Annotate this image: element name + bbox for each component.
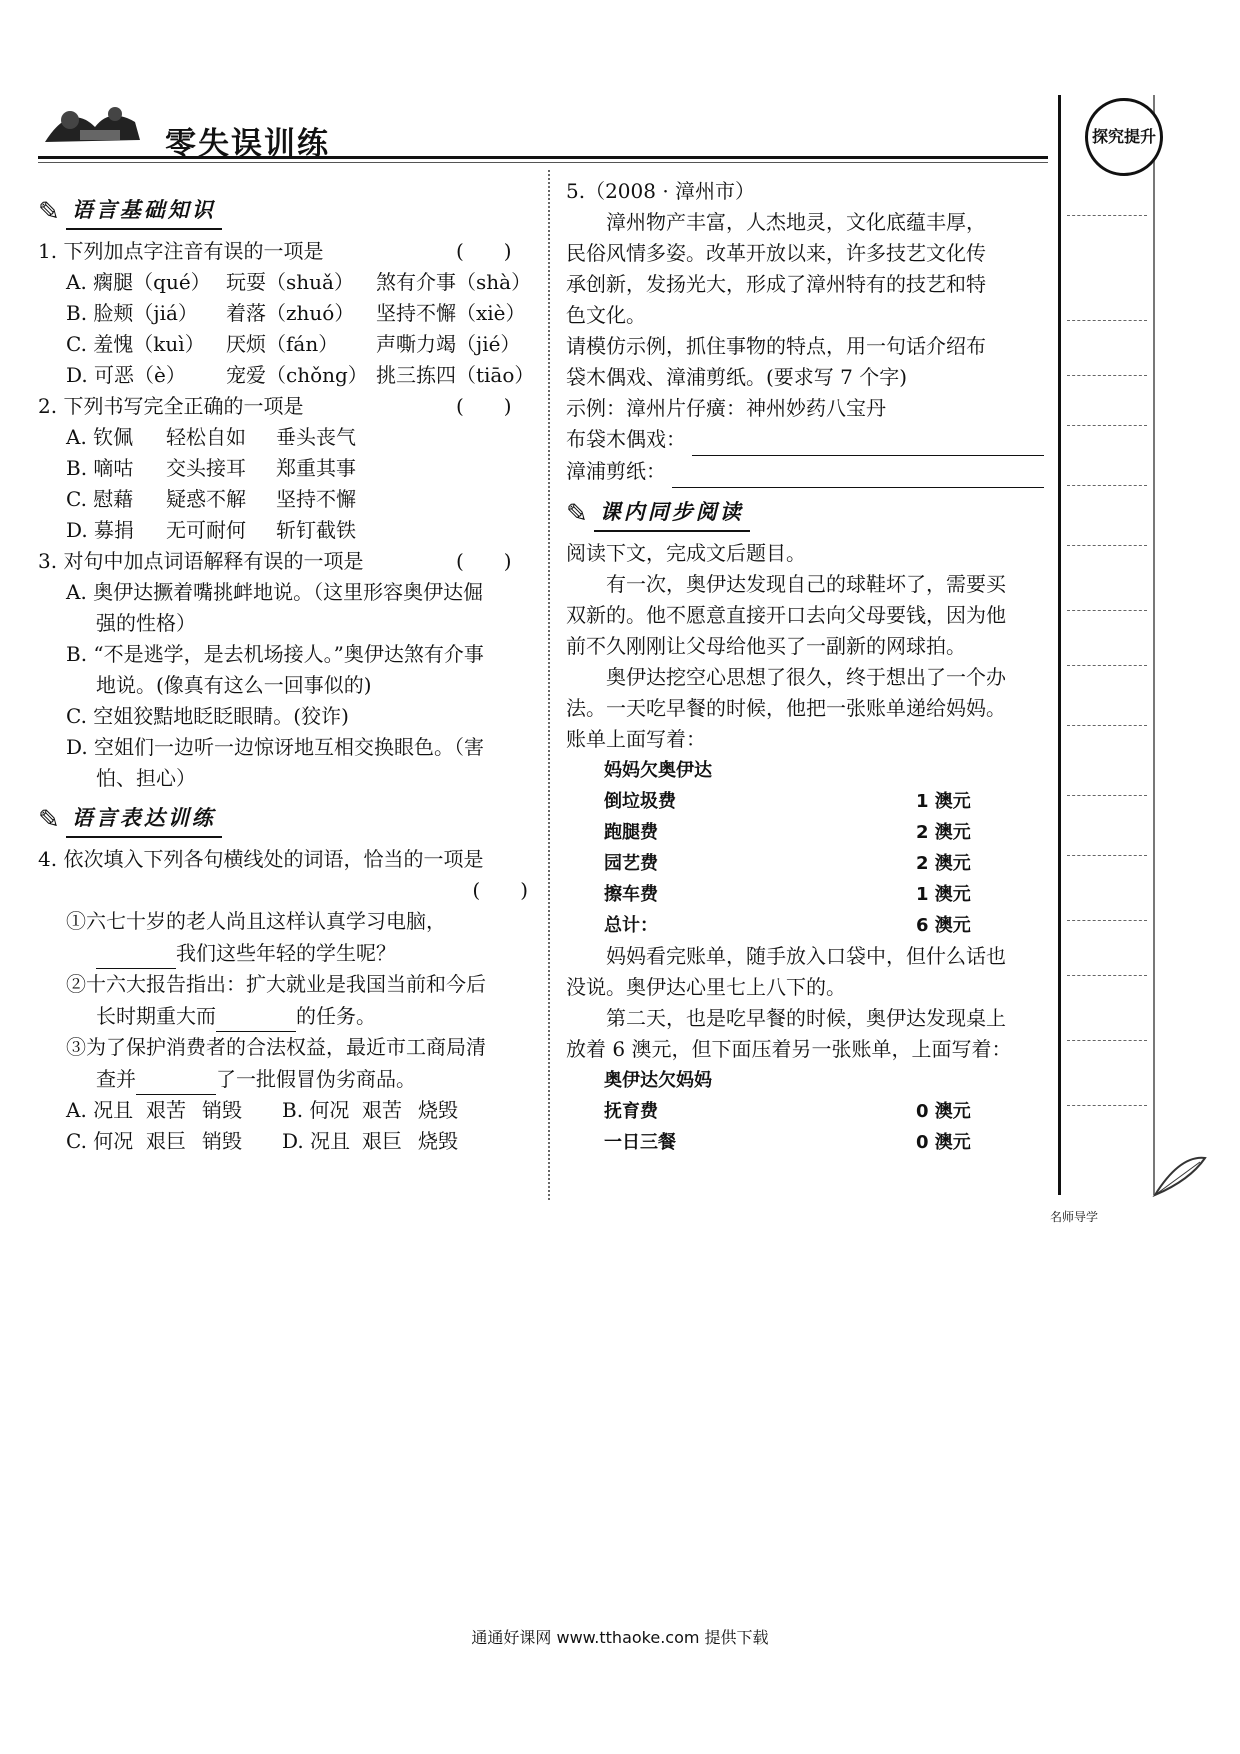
section-heading (38, 190, 528, 234)
header-rule-thin (38, 162, 1048, 163)
column-divider (548, 170, 550, 1200)
bill-row: 园艺费 2 澳元 (604, 853, 971, 874)
note-line (1067, 375, 1147, 376)
reading-paragraph: 妈妈看完账单，随手放入口袋中，但什么话也 (606, 944, 1006, 968)
option-c: C. 慰藉 疑惑不解 坚持不懈 (66, 487, 356, 511)
right-column (566, 176, 1044, 1158)
bill-title: 妈妈欠奥伊达 (604, 760, 712, 781)
fill-blank[interactable] (96, 937, 176, 969)
option-b: B. 嘀咕 交头接耳 郑重其事 (66, 456, 356, 480)
sentence-3-cont: 查并 了一批假冒伪劣商品。 (38, 1063, 528, 1095)
note-line (1067, 610, 1147, 611)
pencil-icon: ✎ (566, 498, 588, 529)
note-line (1067, 795, 1147, 796)
reading-paragraph: 没说。奥伊达心里七上八下的。 (566, 975, 846, 999)
question-3 (38, 546, 528, 577)
footer-download-text: 通通好课网 www.tthaoke.com 提供下载 (471, 1628, 769, 1647)
reading-paragraph: 奥伊达挖空心思想了很久，终于想出了一个办 (606, 665, 1006, 689)
option-a-cont: 强的性格） (96, 611, 196, 635)
question-1 (38, 236, 528, 267)
answer-blank[interactable] (692, 424, 1044, 456)
question-stem: 1. 下列加点字注音有误的一项是 (38, 239, 324, 263)
section-label: 语言表达训练 (66, 803, 222, 838)
option-b-cont: 地说。(像真有这么一回事似的) (96, 673, 372, 697)
note-line (1067, 1040, 1147, 1041)
section-heading (566, 492, 1044, 536)
sentence-2-cont: 长时期重大而 的任务。 (38, 1000, 528, 1032)
option-a: A. 奥伊达撅着嘴挑衅地说。（这里形容奥伊达倔 (66, 580, 484, 604)
answer-parentheses[interactable]: ( ) (456, 394, 512, 418)
note-line (1067, 665, 1147, 666)
section-label: 课内同步阅读 (594, 497, 750, 532)
leaf-decoration-icon (1150, 1150, 1210, 1200)
bill-row: 倒垃圾费 1 澳元 (604, 791, 971, 812)
sentence-2: ②十六大报告指出：扩大就业是我国当前和今后 (66, 972, 486, 996)
option-d: D. 可恶（è） 宠爱（chǒng） 挑三拣四（tiāo） (66, 363, 535, 387)
question-4-stem: 4. 依次填入下列各句横线处的词语，恰当的一项是 (38, 847, 484, 871)
sentence-1-cont: 我们这些年轻的学生呢？ (38, 937, 528, 969)
bill-total: 总计： 6 澳元 (604, 915, 971, 936)
answer-parentheses[interactable]: ( ) (456, 549, 512, 573)
reading-paragraph: 放着 6 澳元，但下面压着另一张账单，上面写着： (566, 1037, 1012, 1061)
option-d: D. 空姐们一边听一边惊讶地互相交换眼色。（害 (66, 735, 485, 759)
option-c: C. 羞愧（kuì） 厌烦（fán） 声嘶力竭（jié） (66, 332, 521, 356)
answer-parentheses[interactable]: ( ) (472, 878, 528, 902)
header-decoration-icon (40, 92, 150, 152)
note-line (1067, 215, 1147, 216)
note-line (1067, 975, 1147, 976)
bill-row: 跑腿费 2 澳元 (604, 822, 971, 843)
option-a: A. 瘸腿（qué） 玩耍（shuǎ） 煞有介事（shà） (66, 270, 532, 294)
q5-paragraph: 承创新，发扬光大，形成了漳州特有的技艺和特 (566, 272, 986, 296)
reading-paragraph: 第二天，也是吃早餐的时候，奥伊达发现桌上 (606, 1006, 1006, 1030)
note-line (1067, 855, 1147, 856)
reading-paragraph: 账单上面写着： (566, 727, 706, 751)
option-c: C. 空姐狡黠地眨眨眼睛。(狡诈) (66, 704, 349, 728)
answer-blank[interactable] (672, 456, 1044, 488)
bill-row: 擦车费 1 澳元 (604, 884, 971, 905)
question-5-head: 5.（2008 · 漳州市） (566, 179, 756, 203)
reading-paragraph: 双新的。他不愿意直接开口去向父母要钱，因为他 (566, 603, 1006, 627)
option-row-cd: C. 何况 艰巨 销毁 D. 况且 艰巨 烧毁 (66, 1129, 458, 1153)
pencil-icon: ✎ (38, 196, 60, 227)
note-line (1067, 725, 1147, 726)
note-line (1067, 1105, 1147, 1106)
page-title: 零失误训练 (165, 126, 330, 162)
bill-row: 抚育费 0 澳元 (604, 1101, 971, 1122)
option-d: D. 募捐 无可耐何 斩钉截铁 (66, 518, 356, 542)
note-line (1067, 425, 1147, 426)
note-line (1067, 485, 1147, 486)
pencil-icon: ✎ (38, 804, 60, 835)
note-line (1067, 920, 1147, 921)
bill-row: 一日三餐 0 澳元 (604, 1132, 971, 1153)
q5-instruction: 袋木偶戏、漳浦剪纸。(要求写 7 个字) (566, 365, 908, 389)
note-line (1067, 320, 1147, 321)
reading-paragraph: 法。一天吃早餐的时候，他把一张账单递给妈妈。 (566, 696, 1006, 720)
question-stem: 2. 下列书写完全正确的一项是 (38, 394, 304, 418)
answer-parentheses[interactable]: ( ) (456, 239, 512, 263)
option-b: B. 脸颊（jiá） 着落（zhuó） 坚持不懈（xiè） (66, 301, 526, 325)
q5-paragraph: 色文化。 (566, 303, 646, 327)
bill-1 (566, 755, 1044, 941)
q5-paragraph: 民俗风情多姿。改革开放以来，许多技艺文化传 (566, 241, 986, 265)
reading-intro: 阅读下文，完成文后题目。 (566, 541, 806, 565)
note-line (1067, 545, 1147, 546)
section-badge: 探究提升 (1085, 98, 1163, 176)
bill-2 (566, 1065, 1044, 1158)
fill-blank[interactable] (216, 1000, 296, 1032)
option-a: A. 钦佩 轻松自如 垂头丧气 (66, 425, 356, 449)
section-label: 语言基础知识 (66, 195, 222, 230)
header-rule (38, 156, 1048, 159)
q5-example: 示例：漳州片仔癀：神州妙药八宝丹 (566, 396, 886, 420)
q5-paragraph: 漳州物产丰富，人杰地灵，文化底蕴丰厚， (606, 210, 986, 234)
option-b: B. “不是逃学，是去机场接人。”奥伊达煞有介事 (66, 642, 484, 666)
left-column (38, 186, 535, 1157)
question-2 (38, 391, 528, 422)
sentence-3: ③为了保护消费者的合法权益，最近市工商局清 (66, 1035, 486, 1059)
question-stem: 3. 对句中加点词语解释有误的一项是 (38, 549, 364, 573)
sentence-1: ①六七十岁的老人尚且这样认真学习电脑， (66, 909, 446, 933)
q5-instruction: 请模仿示例，抓住事物的特点，用一句话介绍布 (566, 334, 986, 358)
reading-paragraph: 有一次，奥伊达发现自己的球鞋坏了，需要买 (606, 572, 1006, 596)
answer-row: 漳浦剪纸： (566, 456, 1044, 488)
section-heading (38, 798, 528, 842)
corner-label: 名师导学 (1050, 1210, 1099, 1224)
option-row-ab: A. 况且 艰苦 销毁 B. 何况 艰苦 烧毁 (66, 1098, 458, 1122)
option-d-cont: 怕、担心） (96, 766, 196, 790)
margin-notes-sidebar (1058, 95, 1155, 1195)
fill-blank[interactable] (136, 1063, 216, 1095)
answer-row: 布袋木偶戏： (566, 424, 1044, 456)
bill-title: 奥伊达欠妈妈 (604, 1070, 712, 1091)
reading-paragraph: 前不久刚刚让父母给他买了一副新的网球拍。 (566, 634, 966, 658)
